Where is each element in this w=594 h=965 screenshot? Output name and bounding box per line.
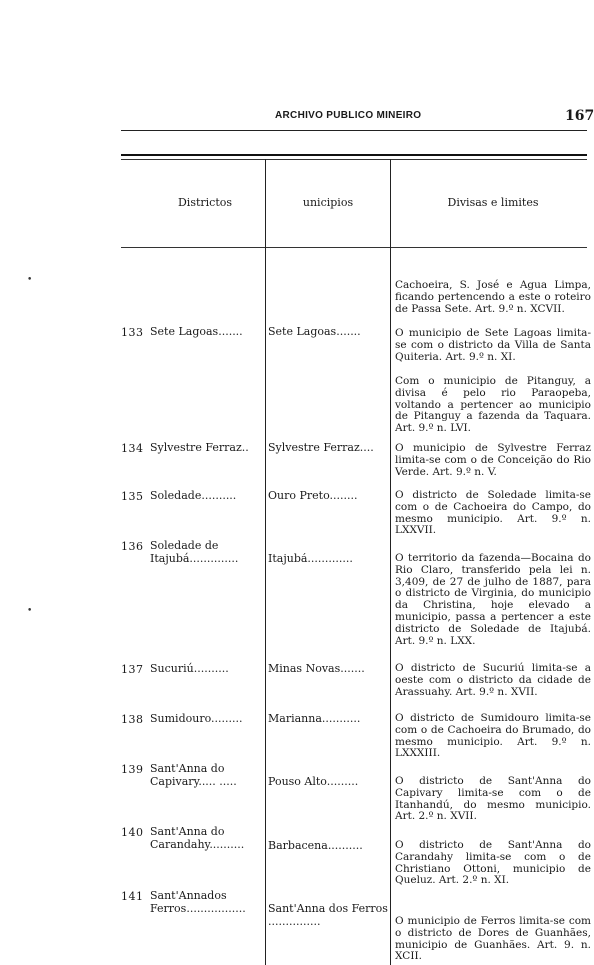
row-number: 140 <box>121 826 144 839</box>
limits-text: O districto de Soledade limita-se com o de Cachoeira do Campo, do mesmo municipio. Art. 9.º n. LXXVII. <box>395 489 591 537</box>
limits-text: O districto de Sant'Anna do Carandahy limita-se com o de Christiano Ottoni, municipio de Queluz. Art. 2.º n. XI. <box>395 839 591 887</box>
limits-text: O municipio de Sete Lagoas limita-se com o districto da Villa de Santa Quiteria. Art. 9.º n. XI. <box>395 327 591 363</box>
district-name: Sucuriú.......... <box>150 662 229 675</box>
header-rule <box>121 130 587 131</box>
limits-text: Com o municipio de Pitanguy, a divisa é pelo rio Paraopeba, voltando a pertencer ao municipio de Pitanguy a fazenda da Taquara. Art. 9.º n. LVI. <box>395 375 591 435</box>
district-name: Sant'Anna do Capivary..... ..... <box>150 762 237 788</box>
municipio-name: Marianna........... <box>268 713 361 725</box>
municipio-name: Sant'Anna dos Ferros ............... <box>268 903 388 928</box>
district-name: Sumidouro......... <box>150 712 243 725</box>
district-name: Soledade de Itajubá.............. <box>150 539 239 565</box>
district-name: Sant'Annados Ferros................. <box>150 889 246 915</box>
row-number: 135 <box>121 490 144 503</box>
district-name: Sylvestre Ferraz.. <box>150 441 249 454</box>
table-top-rule <box>121 154 587 156</box>
limits-text: O districto de Sant'Anna do Capivary limita-se com o de Itanhandú, do mesmo municipio. Art. 2.º n. XVII. <box>395 775 591 823</box>
district-name: Sete Lagoas....... <box>150 325 243 338</box>
municipio-name: Itajubá............. <box>268 553 353 565</box>
row-number: 139 <box>121 763 144 776</box>
municipio-name: Pouso Alto......... <box>268 776 359 788</box>
row-number: 136 <box>121 540 144 553</box>
limits-text: O municipio de Sylvestre Ferraz limita-se com o de Conceição do Rio Verde. Art. 9.º n. V. <box>395 442 591 478</box>
district-name: Soledade.......... <box>150 489 237 502</box>
row-number: 141 <box>121 890 144 903</box>
column-header-limits: Divisas e limites <box>447 196 539 209</box>
column-header-districts: Districtos <box>177 196 233 209</box>
row-number: 137 <box>121 663 144 676</box>
column-divider-1 <box>265 159 266 965</box>
municipio-name: Sylvestre Ferraz.... <box>268 442 374 454</box>
row-number: 138 <box>121 713 144 726</box>
table-top-rule-thin <box>121 159 587 160</box>
district-name: Sant'Anna do Carandahy.......... <box>150 825 245 851</box>
row-number: 133 <box>121 326 144 339</box>
municipio-name: Ouro Preto........ <box>268 490 358 502</box>
page-number: 167 <box>565 108 594 124</box>
row-number: 134 <box>121 442 144 455</box>
continuation-text: Cachoeira, S. José e Agua Limpa, ficando pertencendo a este o roteiro de Passa Sete. Art. 9.º n. XCVII. <box>395 279 591 315</box>
municipio-name: Barbacena.......... <box>268 840 363 852</box>
municipio-name: Minas Novas....... <box>268 663 365 675</box>
limits-text: O districto de Sucuriú limita-se a oeste com o districto da cidade de Arassuahy. Art. 9.º n. XVII. <box>395 662 591 698</box>
column-header-municipios: unicipios <box>302 196 354 209</box>
limits-text: O territorio da fazenda—Bocaina do Rio Claro, transferido pela lei n. 3,409, de 27 de julho de 1887, para o districto de Virginia, do municipio da Christina, hoje elevado a municipio, passa a pertencer a este districto de Soledade de Itajubá. Art. 9.º n. LXX. <box>395 552 591 647</box>
column-header-rule <box>121 247 587 248</box>
margin-mark: • <box>27 275 33 285</box>
margin-mark: • <box>27 606 33 616</box>
running-header <box>0 110 594 126</box>
journal-title: ARCHIVO PUBLICO MINEIRO <box>275 110 422 121</box>
limits-text: O municipio de Ferros limita-se com o districto de Dores de Guanhães, municipio de Guanhães. Art. 9. n. XCII. <box>395 915 591 963</box>
limits-text: O districto de Sumidouro limita-se com o de Cachoeira do Brumado, do mesmo municipio. Art. 9.º n. LXXXIII. <box>395 712 591 760</box>
municipio-name: Sete Lagoas....... <box>268 326 361 338</box>
